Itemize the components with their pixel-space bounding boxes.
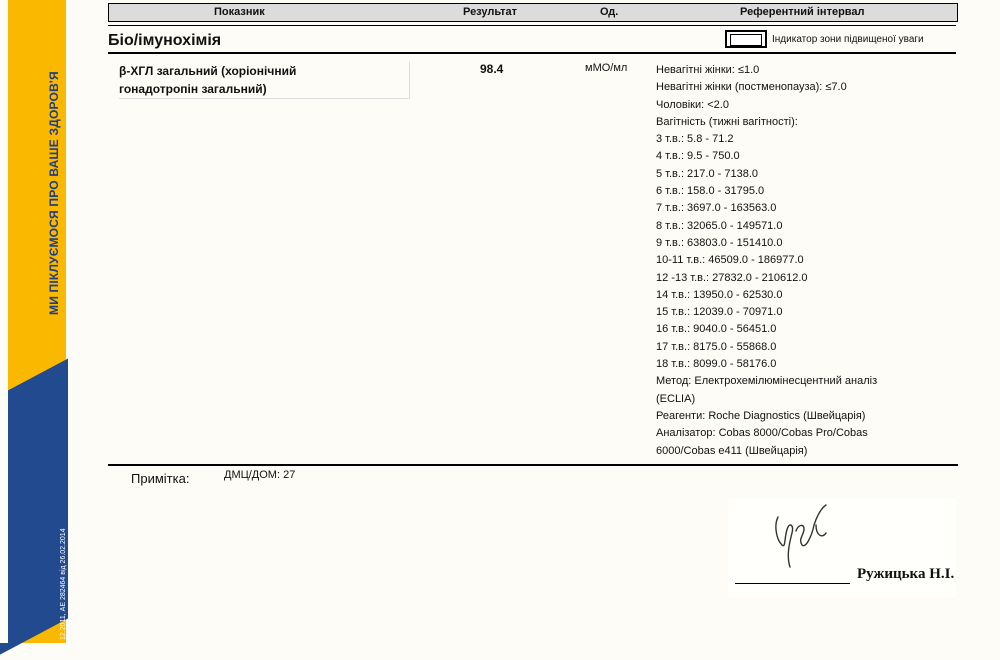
signature-line (735, 583, 850, 584)
test-name-line1: β-ХГЛ загальний (хоріонічний (119, 64, 297, 78)
attention-indicator-label: Індикатор зони підвищеної уваги (772, 34, 924, 45)
section-header (108, 25, 956, 54)
reference-line: 10-11 т.в.: 46509.0 - 186977.0 (656, 254, 804, 267)
reference-line: 17 т.в.: 8175.0 - 55868.0 (656, 340, 777, 353)
header-unit: Од. (600, 6, 619, 18)
reference-line: 3 т.в.: 5.8 - 71.2 (656, 133, 734, 146)
reference-line: Вагітність (тижні вагітності): (656, 115, 798, 128)
header-result: Результат (463, 6, 518, 18)
reference-line: 4 т.в.: 9.5 - 750.0 (656, 150, 740, 163)
reference-line: 6 т.в.: 158.0 - 31795.0 (656, 185, 765, 198)
section-title: Біо/імунохімія (108, 32, 222, 49)
reference-line: Невагітні жінки: ≤1.0 (656, 64, 760, 76)
test-result: 98.4 (480, 62, 504, 76)
reference-line: Реагенти: Roche Diagnostics (Швейцарія) (656, 409, 866, 422)
reference-line: 15 т.в.: 12039.0 - 70971.0 (656, 306, 783, 319)
sidebar-license: 12.2011, АЕ 282464 від 26.02.2014 (60, 528, 67, 640)
reference-line: Невагітні жінки (постменопауза): ≤7.0 (656, 81, 847, 94)
reference-line: 8 т.в.: 32065.0 - 149571.0 (656, 219, 783, 232)
brand-sidebar (0, 0, 66, 643)
reference-line: 18 т.в.: 8099.0 - 58176.0 (656, 358, 777, 371)
table-bottom-rule (108, 464, 958, 466)
note-label: Примітка: (131, 471, 190, 486)
header-indicator: Показник (214, 6, 265, 18)
reference-line: 9 т.в.: 63803.0 - 151410.0 (656, 236, 783, 249)
attention-indicator-box (725, 30, 767, 48)
reference-line: Метод: Електрохемілюмінесцентний аналіз (656, 375, 878, 388)
handwritten-signature (760, 495, 840, 575)
sidebar-blue-band (0, 359, 68, 660)
reference-line: 6000/Cobas e411 (Швейцарія) (656, 444, 808, 457)
reference-line: 5 т.в.: 217.0 - 7138.0 (656, 167, 759, 180)
reference-line: Аналізатор: Cobas 8000/Cobas Pro/Cobas (656, 427, 868, 440)
reference-line: 16 т.в.: 9040.0 - 56451.0 (656, 323, 777, 336)
header-reference: Референтний інтервал (740, 6, 865, 18)
signer-name: Ружицька Н.І. (857, 566, 955, 582)
test-unit: мМО/мл (585, 62, 628, 74)
note-value: ДМЦ/ДОМ: 27 (224, 469, 296, 481)
test-name (119, 62, 410, 99)
sidebar-slogan: МИ ПІКЛУЄМОСЯ ПРО ВАШЕ ЗДОРОВ'Я (47, 71, 61, 315)
test-name-line2: гонадотропін загальний) (119, 82, 267, 96)
reference-interval-list (656, 62, 877, 460)
reference-line: 14 т.в.: 13950.0 - 62530.0 (656, 288, 783, 301)
table-header (108, 3, 958, 22)
reference-line: 12 -13 т.в.: 27832.0 - 210612.0 (656, 271, 808, 284)
sidebar-edge-strip (0, 0, 8, 643)
reference-line: (ECLIA) (656, 392, 696, 405)
reference-line: 7 т.в.: 3697.0 - 163563.0 (656, 202, 777, 215)
reference-line: Чоловіки: <2.0 (656, 98, 729, 111)
